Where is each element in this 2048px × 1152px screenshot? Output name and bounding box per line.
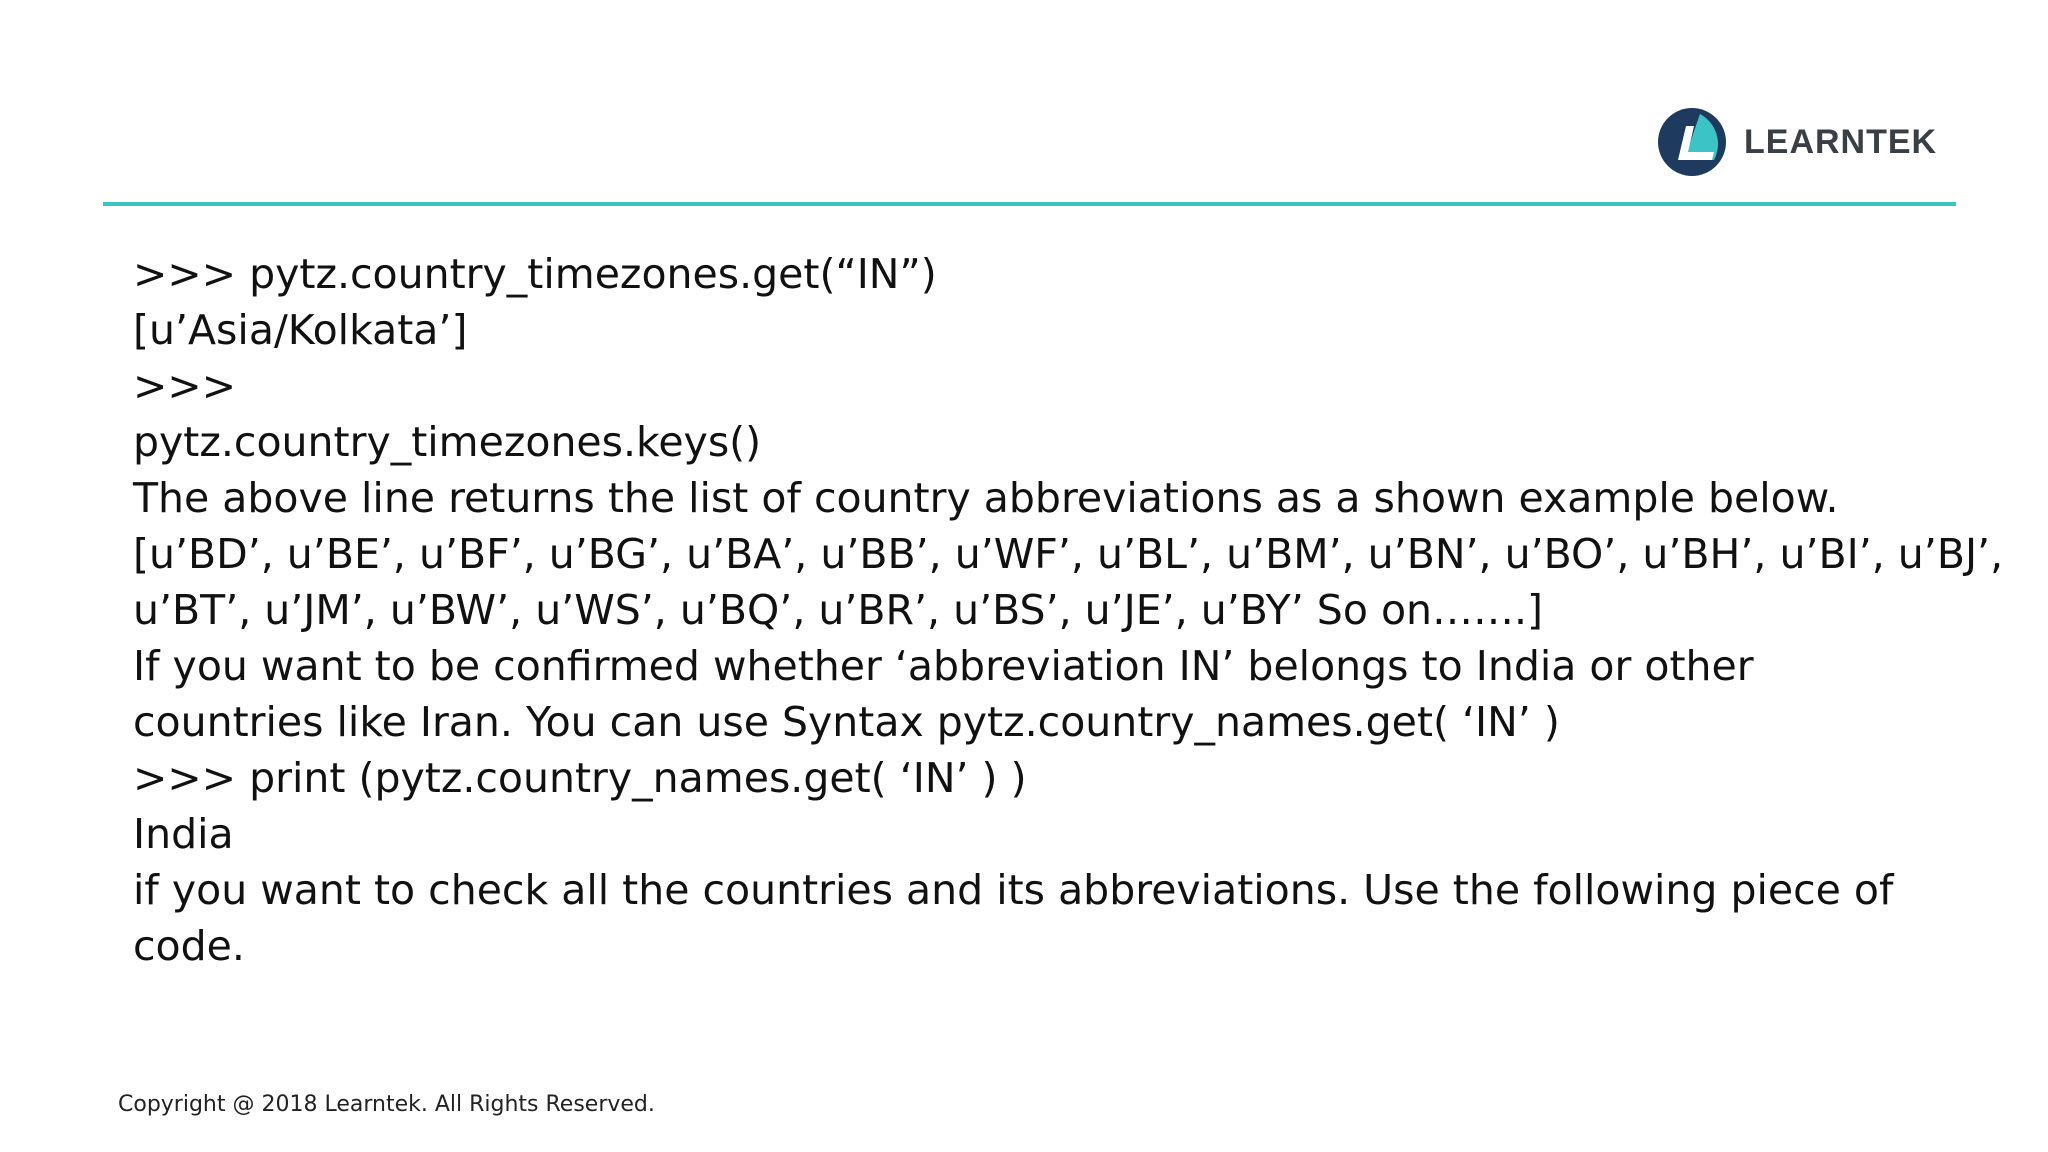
- brand-logo: [1656, 104, 1937, 180]
- header-divider: [103, 202, 1956, 206]
- body-line: India: [133, 810, 234, 858]
- learntek-logo-icon: [1656, 106, 1728, 178]
- body-line: >>> print (pytz.country_names.get( ‘IN’ ) ): [133, 754, 1027, 802]
- body-line: >>>: [133, 362, 237, 410]
- copyright-footer: Copyright @ 2018 Learntek. All Rights Reserved.: [118, 1092, 655, 1117]
- brand-name: LEARNTEK: [1744, 122, 1938, 161]
- body-line: code.: [133, 922, 245, 970]
- slide-body: [133, 246, 2004, 974]
- body-line: u’BT’, u’JM’, u’BW’, u’WS’, u’BQ’, u’BR’, u’BS’, u’JE’, u’BY’ So on…….]: [133, 586, 1544, 634]
- body-line: >>> pytz.country_timezones.get(“IN”): [133, 250, 937, 298]
- body-line: pytz.country_timezones.keys(): [133, 418, 762, 466]
- body-line: If you want to be confirmed whether ‘abbreviation IN’ belongs to India or other: [133, 642, 1754, 690]
- body-line: [u’Asia/Kolkata’]: [133, 306, 468, 354]
- body-line: countries like Iran. You can use Syntax pytz.country_names.get( ‘IN’ ): [133, 698, 1560, 746]
- body-line: [u’BD’, u’BE’, u’BF’, u’BG’, u’BA’, u’BB’, u’WF’, u’BL’, u’BM’, u’BN’, u’BO’, u’BH’, u’BI’, u’BJ’,: [133, 530, 2004, 578]
- body-line: if you want to check all the countries and its abbreviations. Use the following piece of: [133, 866, 1894, 914]
- body-line: The above line returns the list of country abbreviations as a shown example below.: [133, 474, 1839, 522]
